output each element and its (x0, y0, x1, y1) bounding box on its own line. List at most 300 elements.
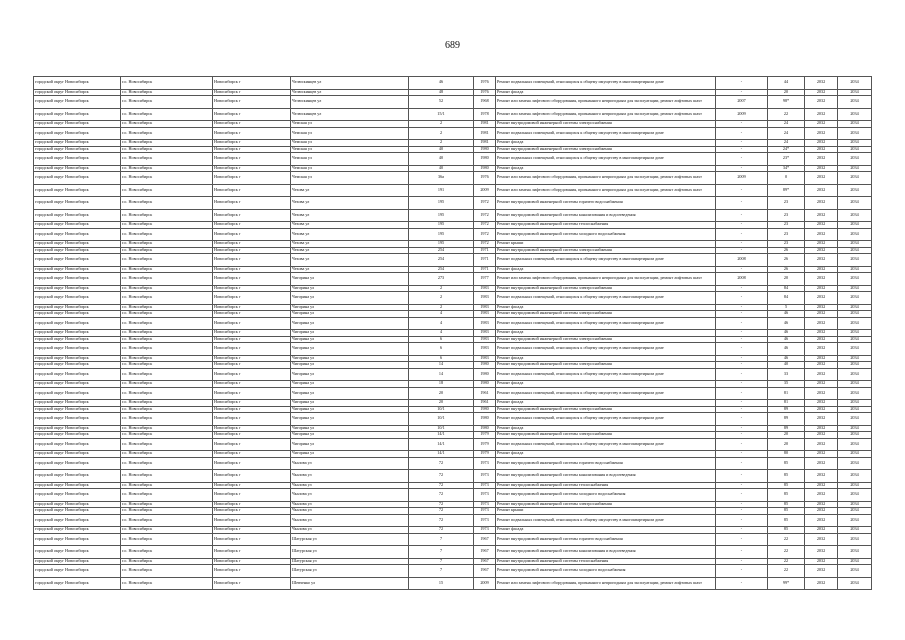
cell-period-start: 2032 (805, 172, 838, 185)
cell-period-start: 2032 (805, 451, 838, 458)
cell-period-start: 2032 (805, 533, 838, 546)
cell-municipality: г.о. Новосибирск (121, 508, 213, 515)
cell-period-end: 2034 (838, 355, 872, 362)
cell-house: 2 (409, 140, 474, 147)
cell-wear: 20 (768, 438, 805, 451)
cell-street: Чигорина ул (291, 311, 409, 318)
cell-year-built: 1979 (474, 451, 496, 458)
cell-year-built: 1967 (474, 565, 496, 578)
table-row (34, 273, 872, 286)
cell-last-repair-year: - (716, 577, 768, 590)
cell-period-end: 2034 (838, 222, 872, 229)
cell-municipality: г.о. Новосибирск (121, 266, 213, 273)
cell-last-repair-year: - (716, 451, 768, 458)
cell-wear: 20 (768, 273, 805, 286)
cell-city: Новосибирск г (213, 254, 291, 267)
cell-last-repair-year: - (716, 285, 768, 292)
cell-municipality: г.о. Новосибирск (121, 222, 213, 229)
cell-municipality: г.о. Новосибирск (121, 209, 213, 222)
cell-street: Шатурская ул (291, 558, 409, 565)
cell-municipality: г.о. Новосибирск (121, 482, 213, 489)
cell-district: городской округ Новосибирск (34, 406, 121, 413)
cell-period-end: 2034 (838, 77, 872, 90)
cell-wear: 0 (768, 172, 805, 185)
cell-year-built: 1973 (474, 527, 496, 534)
cell-period-end: 2034 (838, 304, 872, 311)
cell-period-end: 2034 (838, 387, 872, 400)
cell-period-end: 2034 (838, 146, 872, 153)
cell-work-type: Ремонт внутридомовой инженерной системы электроснабжения (496, 311, 716, 318)
cell-year-built: 1983 (474, 355, 496, 362)
cell-house: 10/1 (409, 425, 474, 432)
cell-period-start: 2032 (805, 228, 838, 241)
cell-year-built: 1967 (474, 546, 496, 559)
cell-year-built: 1983 (474, 311, 496, 318)
cell-period-start: 2032 (805, 96, 838, 109)
table-row (34, 489, 872, 502)
cell-city: Новосибирск г (213, 387, 291, 400)
cell-period-end: 2034 (838, 406, 872, 413)
cell-period-start: 2032 (805, 222, 838, 229)
cell-wear: 89 (768, 406, 805, 413)
cell-period-end: 2034 (838, 317, 872, 330)
cell-district: городской округ Новосибирск (34, 292, 121, 305)
cell-last-repair-year: - (716, 381, 768, 388)
cell-period-start: 2032 (805, 425, 838, 432)
cell-wear: 33 (768, 368, 805, 381)
cell-period-end: 2034 (838, 527, 872, 534)
cell-year-built: 1981 (474, 121, 496, 128)
table-row (34, 254, 872, 267)
cell-wear: 26 (768, 254, 805, 267)
cell-street: Чемская ул (291, 127, 409, 140)
cell-street: Чигорина ул (291, 336, 409, 343)
cell-year-built: 1977 (474, 273, 496, 286)
cell-work-type: Ремонт или замена лифтового оборудования, признанного непригодным для эксплуатации, ремонт лифтовых шахт (496, 184, 716, 197)
cell-house: 20 (409, 400, 474, 407)
cell-last-repair-year: - (716, 209, 768, 222)
cell-city: Новосибирск г (213, 400, 291, 407)
cell-year-built: 1967 (474, 533, 496, 546)
cell-period-end: 2034 (838, 343, 872, 356)
cell-wear: 85 (768, 489, 805, 502)
cell-city: Новосибирск г (213, 292, 291, 305)
cell-year-built: 1976 (474, 77, 496, 90)
cell-city: Новосибирск г (213, 368, 291, 381)
table-row (34, 533, 872, 546)
cell-district: городской округ Новосибирск (34, 343, 121, 356)
table-row (34, 413, 872, 426)
cell-wear: 26 (768, 266, 805, 273)
cell-municipality: г.о. Новосибирск (121, 381, 213, 388)
cell-last-repair-year: - (716, 241, 768, 248)
cell-work-type: Ремонт внутридомовой инженерной системы канализования и водоотведения (496, 470, 716, 483)
cell-wear: 84 (768, 292, 805, 305)
cell-year-built: 1972 (474, 241, 496, 248)
cell-wear: 23 (768, 241, 805, 248)
cell-house: 46 (409, 77, 474, 90)
cell-year-built: 1973 (474, 508, 496, 515)
table-row (34, 172, 872, 185)
cell-year-built: 1971 (474, 247, 496, 254)
cell-city: Новосибирск г (213, 108, 291, 121)
cell-wear: 22 (768, 546, 805, 559)
cell-period-end: 2034 (838, 558, 872, 565)
cell-district: городской округ Новосибирск (34, 336, 121, 343)
cell-municipality: г.о. Новосибирск (121, 108, 213, 121)
cell-district: городской округ Новосибирск (34, 77, 121, 90)
cell-house: 273 (409, 273, 474, 286)
cell-district: городской округ Новосибирск (34, 533, 121, 546)
cell-street: Чигорина ул (291, 406, 409, 413)
cell-city: Новосибирск г (213, 508, 291, 515)
cell-city: Новосибирск г (213, 482, 291, 489)
cell-last-repair-year: 2009 (716, 172, 768, 185)
cell-period-end: 2034 (838, 381, 872, 388)
cell-street: Шатурская ул (291, 533, 409, 546)
cell-wear: 81 (768, 400, 805, 407)
cell-house: 195 (409, 209, 474, 222)
cell-municipality: г.о. Новосибирск (121, 362, 213, 369)
cell-year-built: 1971 (474, 266, 496, 273)
cell-city: Новосибирск г (213, 546, 291, 559)
cell-year-built: 1961 (474, 387, 496, 400)
cell-city: Новосибирск г (213, 501, 291, 508)
cell-house: 7 (409, 533, 474, 546)
cell-last-repair-year: - (716, 514, 768, 527)
cell-last-repair-year: - (716, 165, 768, 172)
cell-work-type: Ремонт или замена лифтового оборудования, признанного непригодным для эксплуатации, ремонт лифтовых шахт (496, 273, 716, 286)
cell-district: городской округ Новосибирск (34, 140, 121, 147)
cell-last-repair-year: - (716, 400, 768, 407)
cell-street: Чигорина ул (291, 387, 409, 400)
cell-district: городской округ Новосибирск (34, 304, 121, 311)
cell-period-start: 2032 (805, 140, 838, 147)
cell-work-type: Ремонт внутридомовой инженерной системы электроснабжения (496, 406, 716, 413)
cell-municipality: г.о. Новосибирск (121, 254, 213, 267)
cell-wear: 46 (768, 330, 805, 337)
cell-last-repair-year: - (716, 533, 768, 546)
cell-period-start: 2032 (805, 89, 838, 96)
cell-work-type: Ремонт подвальных помещений, относящихся к общему имуществу в многоквартирном доме (496, 343, 716, 356)
cell-street: Шатурская ул (291, 565, 409, 578)
cell-district: городской округ Новосибирск (34, 400, 121, 407)
cell-house: 254 (409, 247, 474, 254)
cell-period-start: 2032 (805, 368, 838, 381)
cell-district: городской округ Новосибирск (34, 121, 121, 128)
cell-wear: 22 (768, 565, 805, 578)
cell-wear: 23 (768, 222, 805, 229)
table-row (34, 317, 872, 330)
cell-work-type: Ремонт внутридомовой инженерной системы электроснабжения (496, 247, 716, 254)
cell-wear: 24 (768, 121, 805, 128)
cell-street: Чигорина ул (291, 381, 409, 388)
cell-municipality: г.о. Новосибирск (121, 514, 213, 527)
cell-work-type: Ремонт внутридомовой инженерной системы электроснабжения (496, 146, 716, 153)
cell-period-end: 2034 (838, 368, 872, 381)
cell-wear: 85 (768, 470, 805, 483)
cell-house: 10/1 (409, 413, 474, 426)
cell-wear: 85 (768, 527, 805, 534)
cell-street: Шевченко ул (291, 577, 409, 590)
cell-year-built: 1980 (474, 165, 496, 172)
cell-year-built: 1983 (474, 285, 496, 292)
cell-year-built: 1981 (474, 140, 496, 147)
cell-wear: 46 (768, 343, 805, 356)
cell-city: Новосибирск г (213, 413, 291, 426)
cell-municipality: г.о. Новосибирск (121, 438, 213, 451)
cell-work-type: Ремонт внутридомовой инженерной системы канализования и водоотведения (496, 209, 716, 222)
cell-year-built: 1973 (474, 470, 496, 483)
cell-house: 4 (409, 330, 474, 337)
cell-street: Чигорина ул (291, 273, 409, 286)
cell-municipality: г.о. Новосибирск (121, 565, 213, 578)
cell-house: 52 (409, 96, 474, 109)
cell-last-repair-year: - (716, 546, 768, 559)
cell-last-repair-year: - (716, 425, 768, 432)
cell-city: Новосибирск г (213, 514, 291, 527)
cell-work-type: Ремонт фасада (496, 165, 716, 172)
cell-street: Челюскинцев ул (291, 108, 409, 121)
cell-district: городской округ Новосибирск (34, 108, 121, 121)
cell-city: Новосибирск г (213, 381, 291, 388)
cell-house: 72 (409, 489, 474, 502)
cell-municipality: г.о. Новосибирск (121, 89, 213, 96)
cell-wear: 99* (768, 577, 805, 590)
cell-period-start: 2032 (805, 546, 838, 559)
cell-last-repair-year: - (716, 127, 768, 140)
cell-year-built: 1983 (474, 317, 496, 330)
cell-period-end: 2034 (838, 438, 872, 451)
cell-period-end: 2034 (838, 96, 872, 109)
cell-year-built: 1973 (474, 457, 496, 470)
cell-city: Новосибирск г (213, 558, 291, 565)
cell-work-type: Ремонт или замена лифтового оборудования, признанного непригодным для эксплуатации, ремонт лифтовых шахт (496, 108, 716, 121)
cell-work-type: Ремонт подвальных помещений, относящихся к общему имуществу в многоквартирном доме (496, 317, 716, 330)
cell-year-built: 1967 (474, 558, 496, 565)
cell-year-built: 1983 (474, 336, 496, 343)
cell-house: 14/1 (409, 451, 474, 458)
cell-district: городской округ Новосибирск (34, 482, 121, 489)
cell-period-end: 2034 (838, 482, 872, 489)
cell-work-type: Ремонт внутридомовой инженерной системы теплоснабжения (496, 222, 716, 229)
cell-work-type: Ремонт подвальных помещений, относящихся к общему имуществу в многоквартирном доме (496, 368, 716, 381)
cell-year-built: 1979 (474, 432, 496, 439)
cell-period-start: 2032 (805, 406, 838, 413)
cell-work-type: Ремонт внутридомовой инженерной системы горячего водоснабжения (496, 457, 716, 470)
cell-municipality: г.о. Новосибирск (121, 96, 213, 109)
cell-period-end: 2034 (838, 311, 872, 318)
cell-city: Новосибирск г (213, 96, 291, 109)
cell-city: Новосибирск г (213, 304, 291, 311)
table-row (34, 470, 872, 483)
cell-wear: 85 (768, 501, 805, 508)
cell-last-repair-year: - (716, 406, 768, 413)
cell-wear: 26 (768, 247, 805, 254)
cell-period-end: 2034 (838, 153, 872, 166)
cell-period-end: 2034 (838, 336, 872, 343)
cell-street: Чигорина ул (291, 304, 409, 311)
cell-year-built: 1973 (474, 501, 496, 508)
cell-period-end: 2034 (838, 577, 872, 590)
cell-last-repair-year: - (716, 355, 768, 362)
cell-year-built: 1961 (474, 400, 496, 407)
cell-house: 15 (409, 577, 474, 590)
cell-period-start: 2032 (805, 355, 838, 362)
cell-city: Новосибирск г (213, 197, 291, 210)
cell-work-type: Ремонт или замена лифтового оборудования, признанного непригодным для эксплуатации, ремонт лифтовых шахт (496, 96, 716, 109)
cell-period-start: 2032 (805, 438, 838, 451)
cell-city: Новосибирск г (213, 228, 291, 241)
cell-municipality: г.о. Новосибирск (121, 533, 213, 546)
cell-last-repair-year: - (716, 336, 768, 343)
cell-period-start: 2032 (805, 292, 838, 305)
cell-district: городской округ Новосибирск (34, 96, 121, 109)
cell-last-repair-year: - (716, 304, 768, 311)
cell-last-repair-year: - (716, 311, 768, 318)
cell-district: городской округ Новосибирск (34, 501, 121, 508)
cell-street: Чигорина ул (291, 292, 409, 305)
cell-period-start: 2032 (805, 558, 838, 565)
cell-work-type: Ремонт фасада (496, 381, 716, 388)
cell-last-repair-year: - (716, 438, 768, 451)
cell-year-built: 1972 (474, 209, 496, 222)
cell-city: Новосибирск г (213, 165, 291, 172)
cell-last-repair-year: - (716, 470, 768, 483)
cell-street: Чигорина ул (291, 432, 409, 439)
cell-house: 6 (409, 336, 474, 343)
cell-city: Новосибирск г (213, 470, 291, 483)
cell-municipality: г.о. Новосибирск (121, 432, 213, 439)
cell-wear: 81 (768, 387, 805, 400)
cell-city: Новосибирск г (213, 362, 291, 369)
cell-period-start: 2032 (805, 482, 838, 489)
cell-work-type: Ремонт подвальных помещений, относящихся к общему имуществу в многоквартирном доме (496, 254, 716, 267)
cell-period-end: 2034 (838, 457, 872, 470)
cell-period-end: 2034 (838, 89, 872, 96)
cell-last-repair-year: - (716, 184, 768, 197)
cell-house: 20 (409, 387, 474, 400)
table-row (34, 387, 872, 400)
cell-wear: 22 (768, 558, 805, 565)
cell-last-repair-year: - (716, 343, 768, 356)
cell-period-start: 2032 (805, 336, 838, 343)
cell-work-type: Ремонт внутридомовой инженерной системы электроснабжения (496, 285, 716, 292)
cell-district: городской округ Новосибирск (34, 387, 121, 400)
cell-house: 40 (409, 165, 474, 172)
cell-last-repair-year: - (716, 266, 768, 273)
cell-city: Новосибирск г (213, 489, 291, 502)
cell-district: городской округ Новосибирск (34, 222, 121, 229)
cell-period-start: 2032 (805, 285, 838, 292)
cell-house: 7 (409, 565, 474, 578)
cell-wear: 80 (768, 451, 805, 458)
cell-district: городской округ Новосибирск (34, 425, 121, 432)
cell-wear: 89 (768, 413, 805, 426)
cell-year-built: 1973 (474, 514, 496, 527)
cell-house: 72 (409, 470, 474, 483)
cell-wear: 34* (768, 165, 805, 172)
cell-last-repair-year: 2008 (716, 273, 768, 286)
cell-street: Чехова ул (291, 254, 409, 267)
cell-work-type: Ремонт фасада (496, 266, 716, 273)
cell-last-repair-year: - (716, 292, 768, 305)
cell-year-built: 1968 (474, 96, 496, 109)
cell-district: городской округ Новосибирск (34, 565, 121, 578)
cell-work-type: Ремонт подвальных помещений, относящихся к общему имуществу в многоквартирном доме (496, 438, 716, 451)
cell-work-type: Ремонт внутридомовой инженерной системы холодного водоснабжения (496, 228, 716, 241)
cell-street: Чехова ул (291, 197, 409, 210)
cell-city: Новосибирск г (213, 317, 291, 330)
cell-municipality: г.о. Новосибирск (121, 406, 213, 413)
cell-year-built: 1980 (474, 425, 496, 432)
cell-street: Чигорина ул (291, 425, 409, 432)
cell-house: 10/1 (409, 406, 474, 413)
cell-city: Новосибирск г (213, 127, 291, 140)
cell-wear: 5 (768, 304, 805, 311)
cell-period-start: 2032 (805, 400, 838, 407)
cell-street: Чигорина ул (291, 362, 409, 369)
cell-period-end: 2034 (838, 451, 872, 458)
cell-work-type: Ремонт внутридомовой инженерной системы холодного водоснабжения (496, 565, 716, 578)
cell-work-type: Ремонт или замена лифтового оборудования, признанного непригодным для эксплуатации, ремонт лифтовых шахт (496, 577, 716, 590)
cell-city: Новосибирск г (213, 285, 291, 292)
table-row (34, 514, 872, 527)
cell-period-start: 2032 (805, 254, 838, 267)
cell-year-built: 1973 (474, 482, 496, 489)
cell-period-end: 2034 (838, 273, 872, 286)
cell-house: 14/1 (409, 432, 474, 439)
cell-street: Чкалова ул (291, 489, 409, 502)
cell-period-start: 2032 (805, 304, 838, 311)
cell-street: Чкалова ул (291, 508, 409, 515)
page-number: 689 (445, 40, 460, 51)
cell-wear: 23 (768, 197, 805, 210)
cell-year-built: 1980 (474, 406, 496, 413)
cell-municipality: г.о. Новосибирск (121, 451, 213, 458)
cell-house: 14 (409, 362, 474, 369)
cell-city: Новосибирск г (213, 343, 291, 356)
cell-period-start: 2032 (805, 184, 838, 197)
cell-city: Новосибирск г (213, 355, 291, 362)
cell-period-start: 2032 (805, 501, 838, 508)
cell-period-start: 2032 (805, 330, 838, 337)
cell-year-built: 1972 (474, 222, 496, 229)
cell-city: Новосибирск г (213, 533, 291, 546)
cell-last-repair-year: - (716, 330, 768, 337)
cell-municipality: г.о. Новосибирск (121, 330, 213, 337)
cell-city: Новосибирск г (213, 247, 291, 254)
cell-last-repair-year: - (716, 121, 768, 128)
cell-district: городской округ Новосибирск (34, 451, 121, 458)
cell-city: Новосибирск г (213, 311, 291, 318)
cell-period-start: 2032 (805, 108, 838, 121)
cell-district: городской округ Новосибирск (34, 508, 121, 515)
cell-year-built: 1981 (474, 127, 496, 140)
cell-district: городской округ Новосибирск (34, 362, 121, 369)
cell-district: городской округ Новосибирск (34, 457, 121, 470)
cell-year-built: 2009 (474, 577, 496, 590)
cell-street: Чехова ул (291, 222, 409, 229)
cell-municipality: г.о. Новосибирск (121, 425, 213, 432)
cell-wear: 85 (768, 508, 805, 515)
cell-city: Новосибирск г (213, 336, 291, 343)
cell-period-end: 2034 (838, 228, 872, 241)
table-row (34, 343, 872, 356)
cell-municipality: г.о. Новосибирск (121, 184, 213, 197)
cell-year-built: 1978 (474, 108, 496, 121)
cell-work-type: Ремонт фасада (496, 425, 716, 432)
